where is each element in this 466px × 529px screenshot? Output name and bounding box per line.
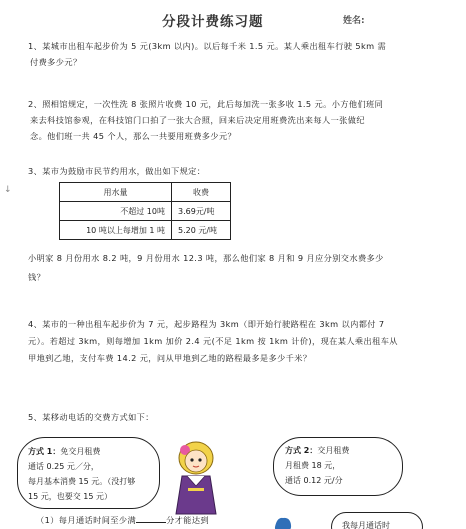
figure-eye-right xyxy=(198,458,201,461)
plan-2-line-1: 月租费 18 元， xyxy=(285,461,341,470)
figure-face xyxy=(185,450,207,472)
question-3-intro: 3、某市为鼓励市民节约用水，做出如下规定： xyxy=(28,166,206,176)
figure-eye-left xyxy=(190,458,193,461)
question-3-line-1: 小明家 8 月份用水 8.2 吨，9 月份用水 12.3 吨，那么他们家 8 月和 9 月应分别交水费多少 xyxy=(28,253,384,263)
plan-2-line-2: 通话 0.12 元/分 xyxy=(285,476,343,485)
table-row xyxy=(60,202,231,221)
question-4-line-2: 元）。若超过 3km，则每增加 1km 加价 2.4 元(不足 1km 按 1km 计价)，现在某人乘出租车从 xyxy=(28,336,398,346)
margin-arrow-icon: ↓ xyxy=(4,185,12,195)
water-fee-table xyxy=(59,182,231,240)
plan-1-line-2: 每月基本消费 15 元。（没打够 xyxy=(28,477,136,486)
speech-bubble-bottom-text: 我每月通话时 xyxy=(342,521,390,529)
question-4-line-3: 甲地到乙地，支付车费 14.2 元，问从甲地到乙地的路程最多是多少千米？ xyxy=(28,353,312,363)
question-2-line-2: 来去科技馆参观，在科技馆门口拍了一张大合照，回来后决定用班费洗出来每人一张做纪 xyxy=(30,115,365,125)
table-header-row xyxy=(60,183,231,202)
question-2-line-3: 念。他们班一共 45 个人，那么一共要用班费多少元？ xyxy=(30,131,237,141)
table-header-usage: 用水量 xyxy=(60,183,172,202)
answer-blank xyxy=(136,514,166,523)
plan-2-bubble xyxy=(273,437,403,496)
table-header-fee: 收费 xyxy=(172,183,231,202)
blue-blob-figure xyxy=(273,515,293,529)
question-3-line-2: 钱？ xyxy=(28,272,46,282)
question-4 xyxy=(28,316,440,367)
table-row xyxy=(60,221,231,240)
plan-2-title-rest: 交月租费 xyxy=(317,446,350,455)
blob-shape xyxy=(275,518,291,529)
table-cell-fee: 5.20 元/吨 xyxy=(172,221,231,240)
table-cell-usage: 10 吨以上每增加 1 吨 xyxy=(60,221,172,240)
plan-1-title-rest: 免交月租费 xyxy=(60,447,101,456)
header xyxy=(0,10,466,30)
plan-1-bubble xyxy=(17,437,160,509)
question-3-body xyxy=(28,249,440,287)
plan-2-title xyxy=(285,443,391,458)
cartoon-girl-figure xyxy=(163,436,229,516)
table-cell-fee: 3.69元/吨 xyxy=(172,202,231,221)
plan-1-line-1: 通话 0.25 元／分， xyxy=(28,462,99,471)
question-1-line-1: 1、某城市出租车起步价为 5 元(3km 以内)。以后每千米 1.5 元。某人乘出租车行驶 5km 需 xyxy=(28,41,387,51)
name-label: 姓名: xyxy=(343,16,365,26)
question-5-sub-1 xyxy=(36,512,236,528)
table-cell-usage: 不超过 10吨 xyxy=(60,202,172,221)
question-5-sub-1-prefix: （1）每月通话时间至少满 xyxy=(36,515,137,525)
question-1-line-2: 付费多少元？ xyxy=(30,57,82,67)
figure-belt xyxy=(188,488,204,491)
question-5-sub-1-suffix: 分才能达到 xyxy=(166,515,210,525)
speech-bubble-bottom xyxy=(331,512,423,529)
plan-1-line-3: 15 元，也要交 15 元） xyxy=(28,492,112,501)
page-title: 分段计费练习题 xyxy=(162,14,264,30)
plan-1-label: 方式 1： xyxy=(28,447,61,456)
plan-1-title xyxy=(28,444,149,459)
plan-2-label: 方式 2： xyxy=(285,446,318,455)
question-5-intro: 5、某移动电话的交费方式如下： xyxy=(28,412,154,422)
question-4-line-1: 4、某市的一种出租车起步价为 7 元，起步路程为 3km（即开始行驶路程在 3km 以内都付 7 xyxy=(28,319,385,329)
question-1 xyxy=(28,38,440,70)
question-2 xyxy=(28,96,440,144)
question-2-line-1: 2、照相馆规定，一次性洗 8 张照片收费 10 元，此后每加洗一张多收 1.5 元。小方他们班同 xyxy=(28,99,384,109)
